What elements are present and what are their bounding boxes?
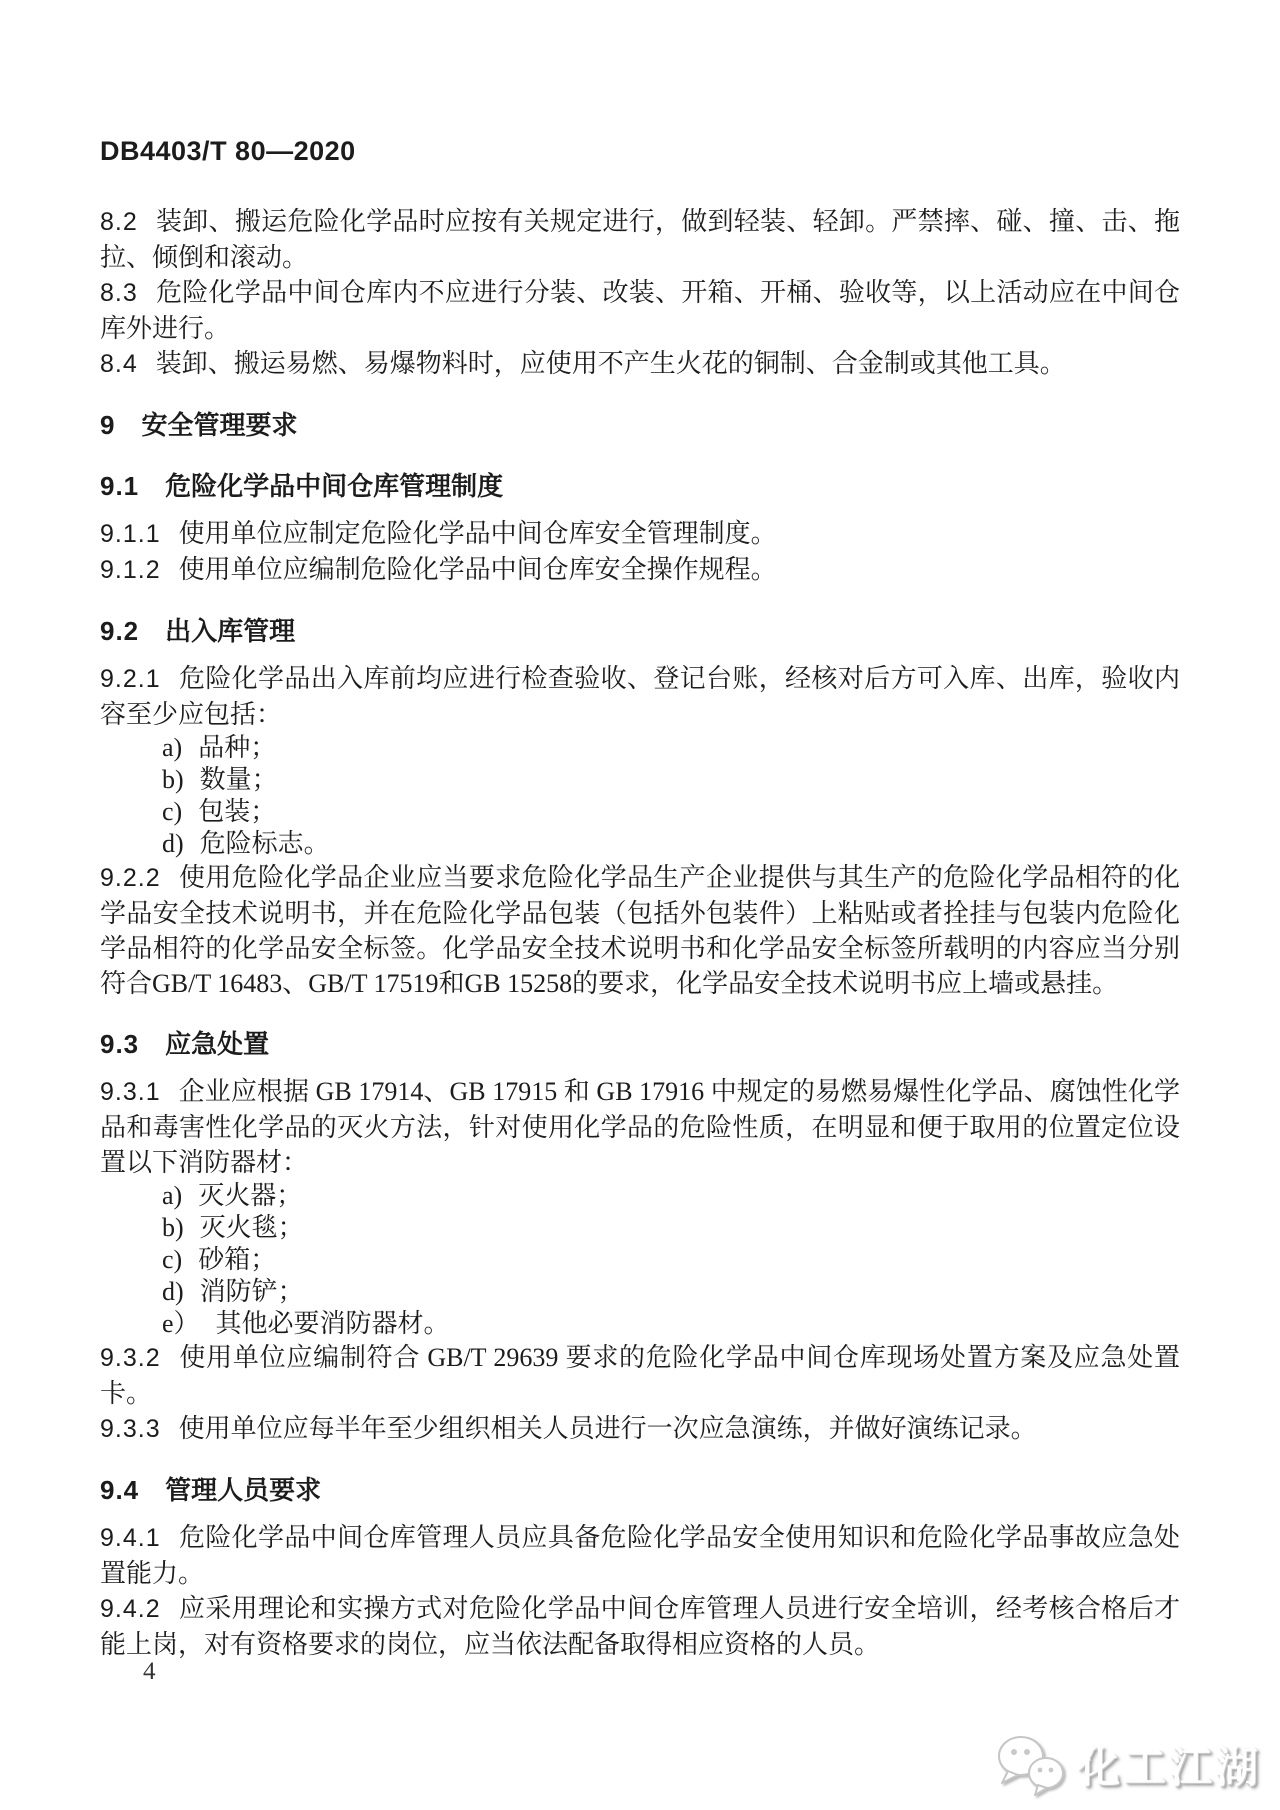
clause-8-3 [100, 275, 1180, 346]
clause-9-3-1 [100, 1074, 1180, 1180]
list-item-text: 数量； [199, 765, 278, 794]
clause-text: 危险化学品中间仓库内不应进行分装、改装、开箱、开桶、验收等，以上活动应在中间仓库外进行。 [100, 278, 1180, 343]
list-item [100, 764, 1180, 796]
clause-number: 9.2.1 [100, 665, 161, 693]
clause-number: 9.4.2 [100, 1595, 161, 1623]
clause-number: 8.3 [100, 279, 138, 307]
heading-number: 9.4 [100, 1475, 140, 1505]
document-body [100, 204, 1180, 1662]
clause-9-4-2 [100, 1591, 1180, 1662]
clause-text: 装卸、搬运危险化学品时应按有关规定进行，做到轻装、轻卸。严禁摔、碰、撞、击、拖拉、倾倒和滚动。 [100, 207, 1180, 272]
watermark [994, 1733, 1262, 1797]
heading-text: 出入库管理 [165, 616, 296, 646]
clause-number: 9.3.1 [100, 1078, 161, 1106]
clause-9-3-2 [100, 1340, 1180, 1411]
list-item-text: 灭火器； [198, 1181, 303, 1210]
clause-number: 8.4 [100, 350, 138, 378]
clause-number: 8.2 [100, 208, 138, 236]
standard-code-header: DB4403/T 80—2020 [100, 136, 356, 166]
clause-text: 应采用理论和实操方式对危险化学品中间仓库管理人员进行安全培训，经考核合格后才能上岗，对有资格要求的岗位，应当依法配备取得相应资格的人员。 [100, 1594, 1180, 1659]
list-marker: d) [162, 1277, 184, 1306]
clause-number: 9.1.1 [100, 520, 161, 548]
wechat-chat-bubbles-icon [994, 1733, 1070, 1797]
clause-9-3-3 [100, 1411, 1180, 1447]
list-marker: c) [162, 1245, 183, 1274]
list-9-3-1 [100, 1180, 1180, 1340]
list-marker: b) [162, 1213, 184, 1242]
clause-9-1-2 [100, 552, 1180, 588]
clause-number: 9.1.2 [100, 556, 161, 584]
list-marker: a) [162, 1181, 183, 1210]
list-item [100, 796, 1180, 828]
clause-9-2-2 [100, 860, 1180, 1001]
heading-number: 9.3 [100, 1029, 140, 1059]
list-item-text: 包装； [198, 797, 277, 826]
clause-9-1-1 [100, 516, 1180, 552]
heading-text: 危险化学品中间仓库管理制度 [165, 471, 504, 501]
list-item [100, 732, 1180, 764]
section-heading-9-2 [100, 614, 1180, 649]
page-number: 4 [143, 1658, 156, 1685]
heading-text: 应急处置 [165, 1029, 270, 1059]
list-item [100, 1308, 1180, 1340]
heading-text: 管理人员要求 [165, 1475, 322, 1505]
list-marker: c) [162, 797, 183, 826]
watermark-text: 化工江湖 [1077, 1744, 1262, 1791]
list-item [100, 1276, 1180, 1308]
list-item [100, 1244, 1180, 1276]
clause-number: 9.3.3 [100, 1415, 161, 1443]
clause-text: 企业应根据 GB 17914、GB 17915 和 GB 17916 中规定的易燃易爆性化学品、腐蚀性化学品和毒害性化学品的灭火方法，针对使用化学品的危险性质，在明显和便于取用的位置定位设置以下消防器材： [100, 1077, 1180, 1177]
clause-number: 9.2.2 [100, 864, 161, 892]
heading-number: 9.1 [100, 471, 140, 501]
list-marker: d) [162, 829, 184, 858]
list-marker: b) [162, 765, 184, 794]
clause-text: 危险化学品中间仓库管理人员应具备危险化学品安全使用知识和危险化学品事故应急处置能力。 [100, 1523, 1180, 1588]
heading-text: 安全管理要求 [141, 410, 298, 440]
clause-text: 使用单位应制定危险化学品中间仓库安全管理制度。 [178, 519, 777, 548]
clause-text: 危险化学品出入库前均应进行检查验收、登记台账，经核对后方可入库、出库，验收内容至少应包括： [100, 664, 1180, 729]
list-9-2-1 [100, 732, 1180, 860]
section-heading-9 [100, 408, 1180, 443]
heading-number: 9.2 [100, 616, 140, 646]
clause-text: 使用单位应每半年至少组织相关人员进行一次应急演练，并做好演练记录。 [178, 1414, 1037, 1443]
clause-9-4-1 [100, 1520, 1180, 1591]
list-item-text: 砂箱； [198, 1245, 277, 1274]
clause-8-4 [100, 346, 1180, 382]
list-item-text: 其他必要消防器材。 [215, 1309, 450, 1338]
section-heading-9-4 [100, 1473, 1180, 1508]
list-item [100, 828, 1180, 860]
clause-text: 使用危险化学品企业应当要求危险化学品生产企业提供与其生产的危险化学品相符的化学品安全技术说明书，并在危险化学品包装（包括外包装件）上粘贴或者拴挂与包装内危险化学品相符的化学品安全标签。化学品安全技术说明书和化学品安全标签所载明的内容应当分别符合GB/T 16483、GB/T 17519和GB 15258的要求，化学品安全技术说明书应上墙或悬挂。 [100, 863, 1180, 998]
clause-number: 9.4.1 [100, 1524, 161, 1552]
section-heading-9-1 [100, 469, 1180, 504]
list-marker: a) [162, 733, 183, 762]
list-item-text: 灭火毯； [199, 1213, 304, 1242]
clause-text: 装卸、搬运易燃、易爆物料时，应使用不产生火花的铜制、合金制或其他工具。 [155, 349, 1066, 378]
list-item-text: 品种； [198, 733, 277, 762]
clause-number: 9.3.2 [100, 1344, 161, 1372]
list-item-text: 危险标志。 [199, 829, 330, 858]
clause-9-2-1 [100, 661, 1180, 732]
section-heading-9-3 [100, 1027, 1180, 1062]
heading-number: 9 [100, 410, 116, 440]
list-item [100, 1212, 1180, 1244]
list-item-text: 消防铲； [199, 1277, 304, 1306]
clause-text: 使用单位应编制危险化学品中间仓库安全操作规程。 [178, 555, 777, 584]
list-item [100, 1180, 1180, 1212]
clause-text: 使用单位应编制符合 GB/T 29639 要求的危险化学品中间仓库现场处置方案及应急处置卡。 [100, 1343, 1180, 1408]
clause-8-2 [100, 204, 1180, 275]
list-marker: e） [162, 1309, 200, 1338]
